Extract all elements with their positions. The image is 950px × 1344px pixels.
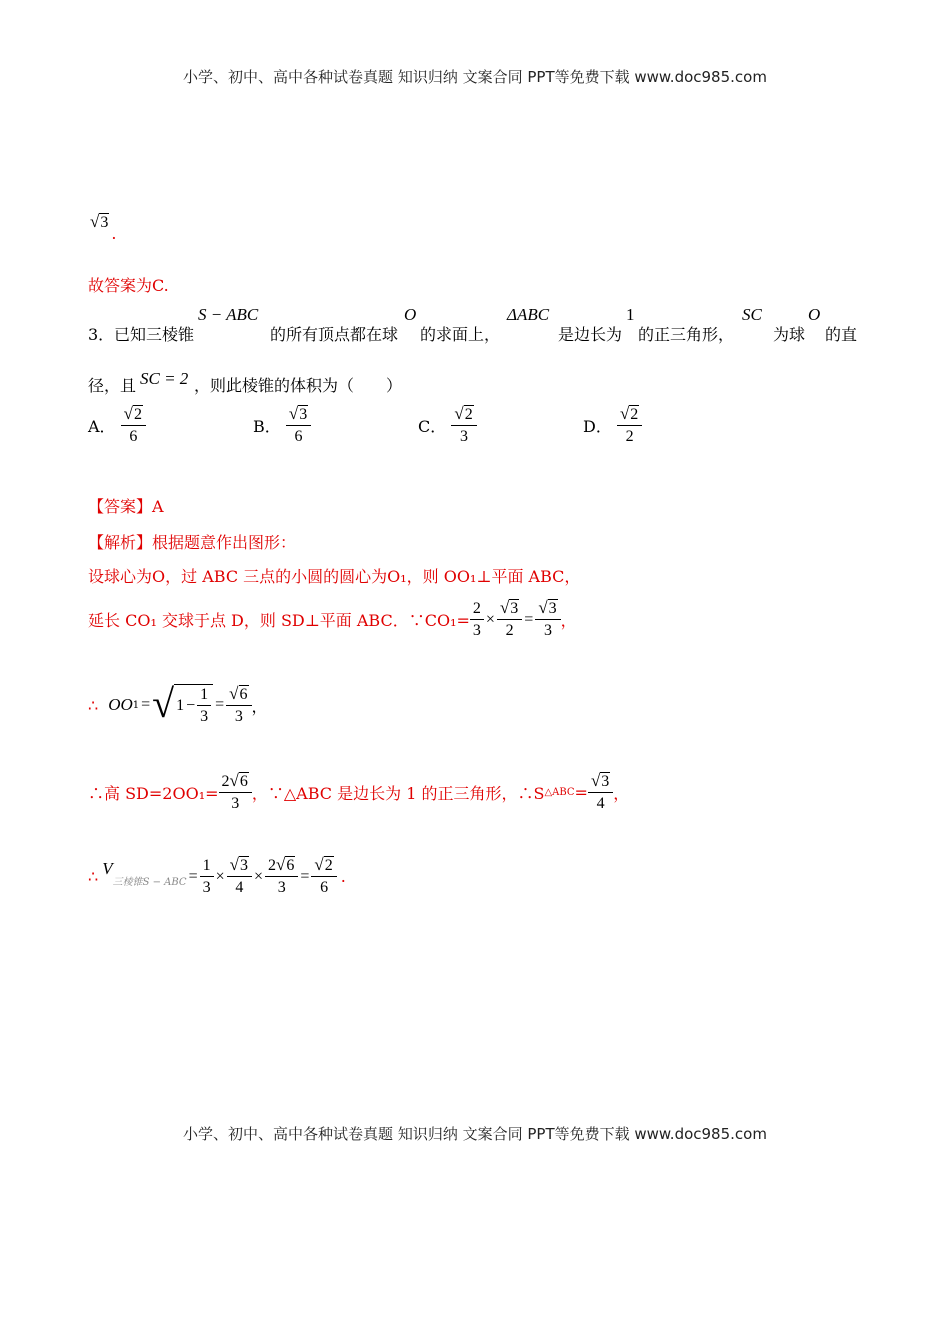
solution-line-4: ∴高 SD=2OO₁= 2 √ 6 3 ，∵△ABC 是边长为 1 的正三角形，∴S △ABC = √ 3 4 ， — [88, 771, 630, 813]
math-sc: SC — [742, 305, 762, 324]
option-b[interactable]: B． √ 3 6 — [253, 405, 311, 446]
option-c[interactable]: C． √ 2 3 — [418, 405, 477, 446]
option-d[interactable]: D． √ 2 2 — [583, 405, 642, 446]
times-sign: × — [485, 610, 495, 628]
fraction-sqrt6-3: √ 6 3 — [226, 685, 251, 726]
answer-line: 故答案为C. — [88, 276, 169, 295]
option-b-fraction: √ 3 6 — [286, 405, 311, 446]
fraction-2-3: $\frac{2}{3}$ — [470, 599, 484, 640]
math-o: O — [404, 305, 417, 324]
question-text-4: 是边长为 — [558, 325, 623, 344]
question-text-1: 已知三棱锥 — [114, 325, 195, 344]
option-d-fraction: √ 2 2 — [617, 405, 642, 446]
math-o-2: O — [808, 305, 821, 324]
math-sc-equals-2: SC = 2 — [140, 369, 189, 388]
fraction-sqrt3-4: √ 3 4 — [227, 856, 252, 897]
times-sign: × — [253, 867, 264, 885]
answer-label: 【答案】A — [88, 497, 164, 516]
option-a-fraction: √ 2 6 — [121, 405, 146, 446]
option-c-fraction: √ 2 3 — [451, 405, 476, 446]
fraction-2sqrt6-3: 2 √ 6 3 — [265, 856, 298, 897]
equals-sign: = — [188, 867, 198, 885]
times-sign: × — [215, 867, 225, 885]
sqrt-expression: √ 3 — [90, 212, 109, 231]
question-text-5: 的正三角形， — [638, 325, 735, 344]
math-one: 1 — [626, 305, 635, 324]
radical-expression: √ 1 − $\frac{1}{3}$ — [152, 684, 213, 726]
fraction-1-3: $\frac{1}{3}$ — [200, 856, 214, 897]
question-number: 3． — [88, 325, 115, 344]
equals-sign: = — [300, 867, 310, 885]
option-a[interactable]: A． √ 2 6 — [88, 405, 146, 446]
fraction-1-3: $\frac{1}{3}$ — [197, 685, 211, 726]
question-text-line2-a: 径，且 — [88, 376, 137, 395]
question-text-7: 的直 — [825, 325, 858, 344]
question-text-line2-b: ，则此棱锥的体积为（ ） — [194, 376, 403, 395]
equals-sign: = — [215, 696, 225, 714]
math-triangle-abc: ΔABC — [507, 305, 550, 324]
solution-line-2: 延长 CO₁ 交球于点 D，则 SD⊥平面 ABC．∵CO₁= $\frac{2}{3}$ × √ 3 2 = √ 3 3 ， — [88, 598, 577, 640]
equals-sign: = — [141, 696, 151, 714]
equals-sign: = — [524, 610, 534, 628]
solution-line-1: 设球心为O，过 ABC 三点的小圆的圆心为O₁，则 OO₁⊥平面 ABC， — [88, 567, 581, 586]
fraction-sqrt3-2: √ 3 2 — [497, 599, 522, 640]
solution-line-5: ∴ V 三棱锥S − ABC = $\frac{1}{3}$ × √ 3 4 × 2 √ 6 3 = √ 2 6 . — [88, 855, 346, 897]
previous-answer-fragment: √ 3 . — [90, 212, 117, 243]
math-s-abc: S − ABC — [198, 305, 259, 324]
fraction-2sqrt6-3: 2 √ 6 3 — [219, 772, 252, 813]
analysis-heading: 【解析】根据题意作出图形： — [88, 533, 297, 552]
minus-sign: − — [186, 696, 196, 714]
question-text-6: 为球 — [773, 325, 806, 344]
page-header: 小学、初中、高中各种试卷真题 知识归纳 文案合同 PPT等免费下载 www.doc985.com — [183, 68, 767, 86]
solution-line-3: ∴ OO 1 = √ 1 − $\frac{1}{3}$ = √ 6 3 ， — [88, 681, 268, 726]
fraction-sqrt2-6: √ 2 6 — [311, 856, 336, 897]
fraction-sqrt3-3: √ 3 3 — [535, 599, 560, 640]
fraction-sqrt3-4: √ 3 4 — [588, 772, 613, 813]
question-text-2: 的所有顶点都在球 — [270, 325, 399, 344]
page-footer: 小学、初中、高中各种试卷真题 知识归纳 文案合同 PPT等免费下载 www.doc985.com — [183, 1125, 767, 1143]
question-text-3: 的求面上， — [420, 325, 501, 344]
